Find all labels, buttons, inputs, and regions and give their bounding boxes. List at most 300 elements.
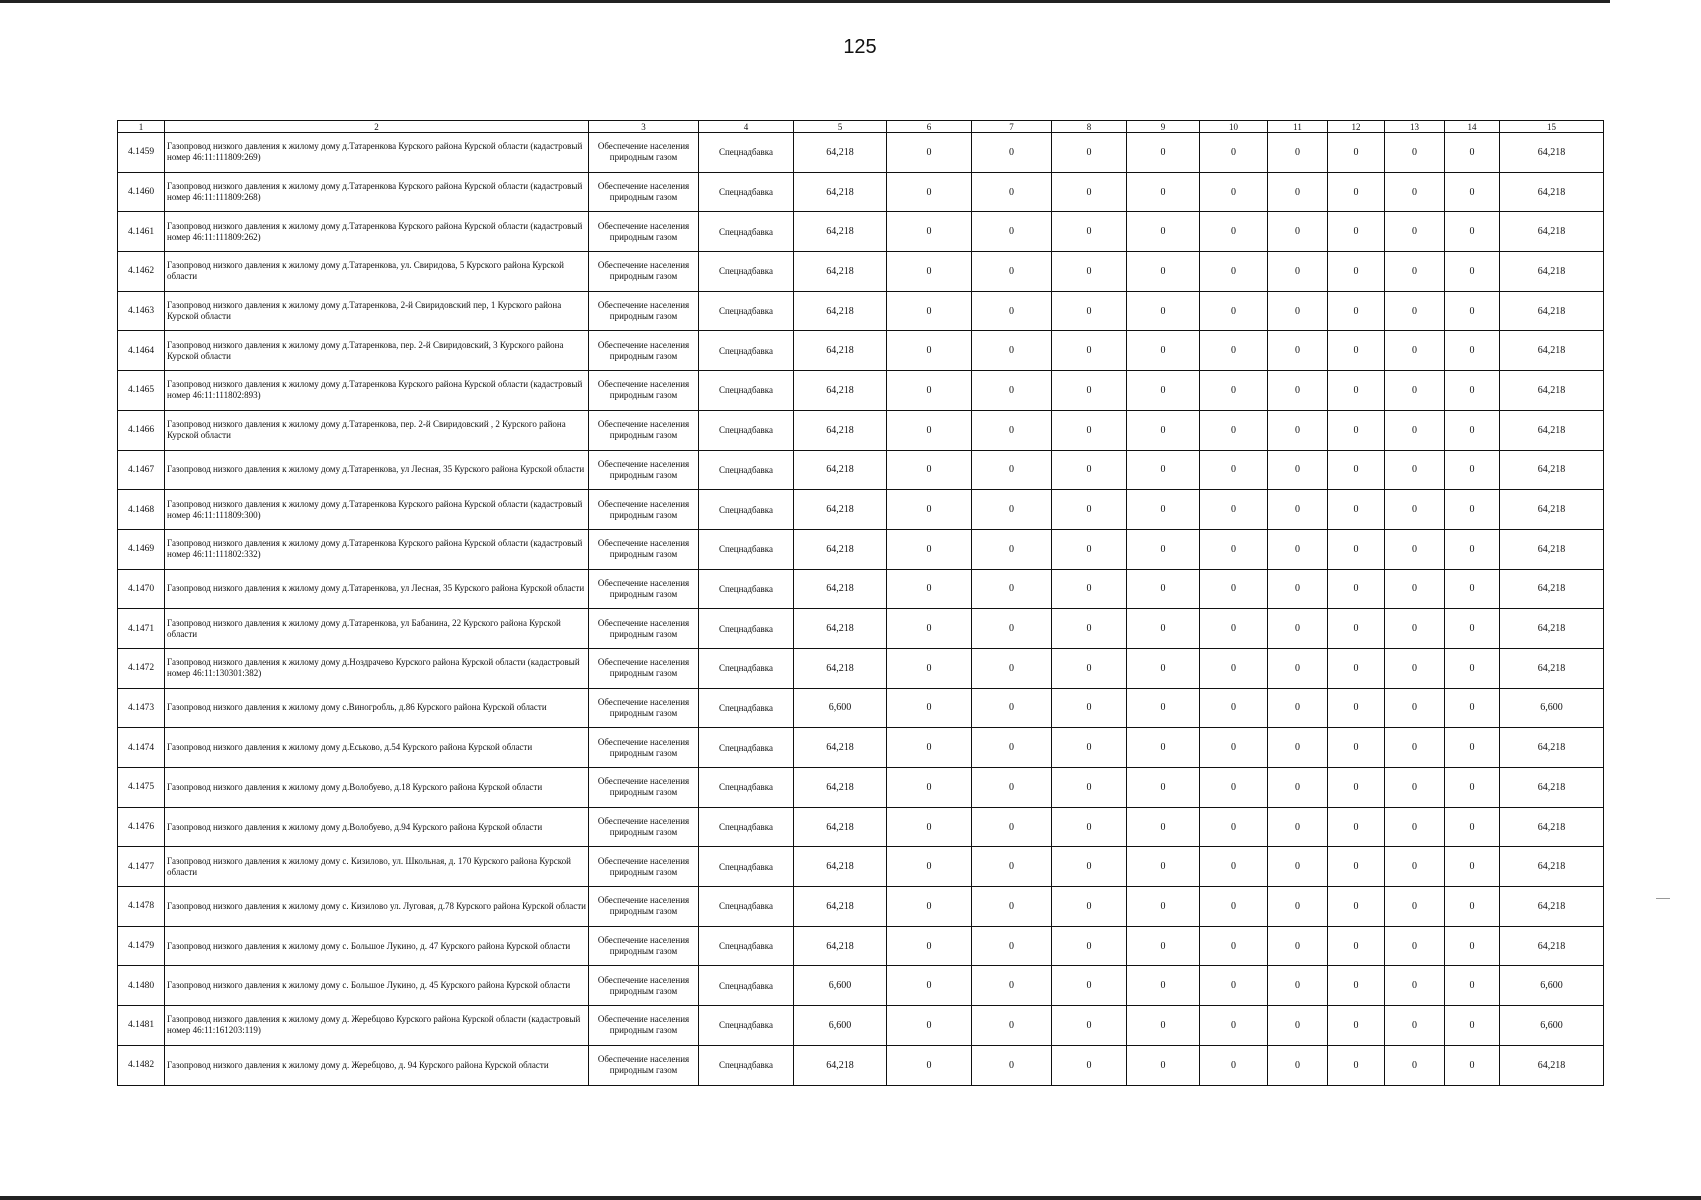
value-cell-5: 64,218: [794, 847, 887, 887]
header-cell: 8: [1052, 121, 1127, 133]
value-cell-12: 0: [1328, 410, 1385, 450]
value-cell-9: 0: [1127, 926, 1200, 966]
table-row: [118, 609, 1604, 649]
value-cell-11: 0: [1268, 688, 1328, 728]
value-cell-11: 0: [1268, 252, 1328, 292]
value-cell-8: 0: [1052, 768, 1127, 808]
value-cell-14: 0: [1445, 490, 1500, 530]
value-cell-14: 0: [1445, 252, 1500, 292]
value-cell-11: 0: [1268, 450, 1328, 490]
total-value-cell: 64,218: [1500, 569, 1604, 609]
row-number-cell: 4.1467: [118, 450, 165, 490]
value-cell-8: 0: [1052, 450, 1127, 490]
row-number-cell: 4.1468: [118, 490, 165, 530]
value-cell-5: 64,218: [794, 1045, 887, 1085]
value-cell-9: 0: [1127, 212, 1200, 252]
value-cell-12: 0: [1328, 490, 1385, 530]
funding-source-cell: Спецнадбавка: [699, 807, 794, 847]
value-cell-7: 0: [972, 768, 1052, 808]
purpose-cell: Обеспечение населения природным газом: [589, 410, 699, 450]
object-name-cell: Газопровод низкого давления к жилому дому д. Жеребцово, д. 94 Курского района Курской области: [165, 1045, 589, 1085]
value-cell-7: 0: [972, 1045, 1052, 1085]
value-cell-5: 6,600: [794, 688, 887, 728]
value-cell-6: 0: [887, 1045, 972, 1085]
value-cell-13: 0: [1385, 966, 1445, 1006]
value-cell-10: 0: [1200, 529, 1268, 569]
value-cell-7: 0: [972, 291, 1052, 331]
value-cell-7: 0: [972, 966, 1052, 1006]
table-row: [118, 450, 1604, 490]
object-name-cell: Газопровод низкого давления к жилому дому д.Татаренкова, пер. 2-й Свиридовский, 3 Курского района Курской области: [165, 331, 589, 371]
header-cell: 14: [1445, 121, 1500, 133]
value-cell-14: 0: [1445, 331, 1500, 371]
value-cell-14: 0: [1445, 847, 1500, 887]
value-cell-14: 0: [1445, 172, 1500, 212]
object-name-cell: Газопровод низкого давления к жилому дому с.Виногробль, д.86 Курского района Курской области: [165, 688, 589, 728]
value-cell-11: 0: [1268, 728, 1328, 768]
table-row: [118, 1045, 1604, 1085]
value-cell-9: 0: [1127, 331, 1200, 371]
table-row: [118, 212, 1604, 252]
value-cell-11: 0: [1268, 609, 1328, 649]
value-cell-13: 0: [1385, 887, 1445, 927]
row-number-cell: 4.1462: [118, 252, 165, 292]
value-cell-6: 0: [887, 648, 972, 688]
value-cell-12: 0: [1328, 529, 1385, 569]
table-row: [118, 688, 1604, 728]
value-cell-12: 0: [1328, 331, 1385, 371]
value-cell-6: 0: [887, 133, 972, 173]
value-cell-12: 0: [1328, 728, 1385, 768]
funding-source-cell: Спецнадбавка: [699, 490, 794, 530]
object-name-cell: Газопровод низкого давления к жилому дому д.Татаренкова Курского района Курской области (кадастровый номер 46:11:111809:268): [165, 172, 589, 212]
table-row: [118, 371, 1604, 411]
value-cell-8: 0: [1052, 1045, 1127, 1085]
object-name-cell: Газопровод низкого давления к жилому дому д.Татаренкова, ул. Свиридова, 5 Курского района Курской области: [165, 252, 589, 292]
value-cell-5: 64,218: [794, 172, 887, 212]
row-number-cell: 4.1466: [118, 410, 165, 450]
total-value-cell: 64,218: [1500, 410, 1604, 450]
purpose-cell: Обеспечение населения природным газом: [589, 609, 699, 649]
value-cell-11: 0: [1268, 331, 1328, 371]
object-name-cell: Газопровод низкого давления к жилому дому д.Волобуево, д.18 Курского района Курской области: [165, 768, 589, 808]
funding-source-cell: Спецнадбавка: [699, 609, 794, 649]
value-cell-13: 0: [1385, 529, 1445, 569]
value-cell-13: 0: [1385, 410, 1445, 450]
header-cell: 13: [1385, 121, 1445, 133]
total-value-cell: 64,218: [1500, 371, 1604, 411]
value-cell-7: 0: [972, 450, 1052, 490]
scan-bottom-edge: [0, 1196, 1701, 1200]
funding-source-cell: Спецнадбавка: [699, 172, 794, 212]
value-cell-10: 0: [1200, 1006, 1268, 1046]
value-cell-13: 0: [1385, 609, 1445, 649]
value-cell-14: 0: [1445, 291, 1500, 331]
value-cell-5: 64,218: [794, 371, 887, 411]
value-cell-10: 0: [1200, 807, 1268, 847]
value-cell-11: 0: [1268, 212, 1328, 252]
object-name-cell: Газопровод низкого давления к жилому дому с. Большое Лукино, д. 47 Курского района Курской области: [165, 926, 589, 966]
investment-table: [117, 120, 1604, 1086]
value-cell-5: 64,218: [794, 529, 887, 569]
header-cell: 1: [118, 121, 165, 133]
purpose-cell: Обеспечение населения природным газом: [589, 1006, 699, 1046]
value-cell-12: 0: [1328, 688, 1385, 728]
value-cell-8: 0: [1052, 410, 1127, 450]
purpose-cell: Обеспечение населения природным газом: [589, 569, 699, 609]
total-value-cell: 64,218: [1500, 529, 1604, 569]
value-cell-10: 0: [1200, 133, 1268, 173]
value-cell-5: 64,218: [794, 252, 887, 292]
header-cell: 6: [887, 121, 972, 133]
value-cell-7: 0: [972, 609, 1052, 649]
value-cell-11: 0: [1268, 172, 1328, 212]
header-cell: 9: [1127, 121, 1200, 133]
value-cell-10: 0: [1200, 768, 1268, 808]
scan-mark: [1656, 898, 1670, 899]
value-cell-8: 0: [1052, 728, 1127, 768]
value-cell-8: 0: [1052, 172, 1127, 212]
value-cell-9: 0: [1127, 252, 1200, 292]
purpose-cell: Обеспечение населения природным газом: [589, 331, 699, 371]
value-cell-7: 0: [972, 569, 1052, 609]
value-cell-13: 0: [1385, 291, 1445, 331]
value-cell-11: 0: [1268, 529, 1328, 569]
total-value-cell: 64,218: [1500, 609, 1604, 649]
value-cell-10: 0: [1200, 728, 1268, 768]
value-cell-9: 0: [1127, 609, 1200, 649]
value-cell-7: 0: [972, 926, 1052, 966]
scan-top-edge: [0, 0, 1610, 3]
header-cell: 4: [699, 121, 794, 133]
value-cell-8: 0: [1052, 1006, 1127, 1046]
value-cell-6: 0: [887, 172, 972, 212]
value-cell-7: 0: [972, 410, 1052, 450]
funding-source-cell: Спецнадбавка: [699, 728, 794, 768]
value-cell-9: 0: [1127, 291, 1200, 331]
value-cell-11: 0: [1268, 1006, 1328, 1046]
purpose-cell: Обеспечение населения природным газом: [589, 529, 699, 569]
object-name-cell: Газопровод низкого давления к жилому дому д.Татаренкова Курского района Курской области (кадастровый номер 46:11:111809:262): [165, 212, 589, 252]
total-value-cell: 64,218: [1500, 1045, 1604, 1085]
value-cell-5: 64,218: [794, 450, 887, 490]
table-row: [118, 887, 1604, 927]
value-cell-14: 0: [1445, 133, 1500, 173]
table-header: [118, 121, 1604, 133]
purpose-cell: Обеспечение населения природным газом: [589, 133, 699, 173]
funding-source-cell: Спецнадбавка: [699, 569, 794, 609]
value-cell-7: 0: [972, 212, 1052, 252]
purpose-cell: Обеспечение населения природным газом: [589, 648, 699, 688]
funding-source-cell: Спецнадбавка: [699, 529, 794, 569]
value-cell-6: 0: [887, 450, 972, 490]
value-cell-11: 0: [1268, 768, 1328, 808]
value-cell-9: 0: [1127, 648, 1200, 688]
funding-source-cell: Спецнадбавка: [699, 926, 794, 966]
value-cell-5: 6,600: [794, 966, 887, 1006]
row-number-cell: 4.1474: [118, 728, 165, 768]
value-cell-6: 0: [887, 371, 972, 411]
funding-source-cell: Спецнадбавка: [699, 331, 794, 371]
value-cell-13: 0: [1385, 847, 1445, 887]
header-cell: 5: [794, 121, 887, 133]
purpose-cell: Обеспечение населения природным газом: [589, 768, 699, 808]
total-value-cell: 6,600: [1500, 688, 1604, 728]
header-cell: 7: [972, 121, 1052, 133]
purpose-cell: Обеспечение населения природным газом: [589, 490, 699, 530]
purpose-cell: Обеспечение населения природным газом: [589, 688, 699, 728]
purpose-cell: Обеспечение населения природным газом: [589, 847, 699, 887]
purpose-cell: Обеспечение населения природным газом: [589, 966, 699, 1006]
purpose-cell: Обеспечение населения природным газом: [589, 371, 699, 411]
value-cell-7: 0: [972, 847, 1052, 887]
value-cell-7: 0: [972, 172, 1052, 212]
table-row: [118, 966, 1604, 1006]
row-number-cell: 4.1476: [118, 807, 165, 847]
row-number-cell: 4.1479: [118, 926, 165, 966]
value-cell-10: 0: [1200, 410, 1268, 450]
value-cell-13: 0: [1385, 371, 1445, 411]
value-cell-12: 0: [1328, 1045, 1385, 1085]
value-cell-9: 0: [1127, 371, 1200, 411]
value-cell-6: 0: [887, 252, 972, 292]
value-cell-6: 0: [887, 291, 972, 331]
value-cell-9: 0: [1127, 569, 1200, 609]
funding-source-cell: Спецнадбавка: [699, 252, 794, 292]
value-cell-11: 0: [1268, 807, 1328, 847]
value-cell-6: 0: [887, 410, 972, 450]
value-cell-6: 0: [887, 569, 972, 609]
value-cell-11: 0: [1268, 569, 1328, 609]
value-cell-5: 64,218: [794, 807, 887, 847]
value-cell-12: 0: [1328, 807, 1385, 847]
value-cell-13: 0: [1385, 252, 1445, 292]
value-cell-6: 0: [887, 926, 972, 966]
value-cell-12: 0: [1328, 1006, 1385, 1046]
purpose-cell: Обеспечение населения природным газом: [589, 807, 699, 847]
purpose-cell: Обеспечение населения природным газом: [589, 1045, 699, 1085]
value-cell-9: 0: [1127, 410, 1200, 450]
table-row: [118, 768, 1604, 808]
object-name-cell: Газопровод низкого давления к жилому дому д.Татаренкова Курского района Курской области (кадастровый номер 46:11:111802:332): [165, 529, 589, 569]
row-number-cell: 4.1481: [118, 1006, 165, 1046]
value-cell-12: 0: [1328, 133, 1385, 173]
table-row: [118, 172, 1604, 212]
value-cell-8: 0: [1052, 966, 1127, 1006]
row-number-cell: 4.1470: [118, 569, 165, 609]
row-number-cell: 4.1480: [118, 966, 165, 1006]
total-value-cell: 64,218: [1500, 887, 1604, 927]
funding-source-cell: Спецнадбавка: [699, 371, 794, 411]
value-cell-9: 0: [1127, 133, 1200, 173]
value-cell-14: 0: [1445, 648, 1500, 688]
value-cell-8: 0: [1052, 688, 1127, 728]
purpose-cell: Обеспечение населения природным газом: [589, 172, 699, 212]
value-cell-11: 0: [1268, 410, 1328, 450]
purpose-cell: Обеспечение населения природным газом: [589, 212, 699, 252]
total-value-cell: 64,218: [1500, 807, 1604, 847]
table-row: [118, 728, 1604, 768]
table-row: [118, 1006, 1604, 1046]
value-cell-10: 0: [1200, 291, 1268, 331]
table-row: [118, 529, 1604, 569]
value-cell-7: 0: [972, 529, 1052, 569]
total-value-cell: 6,600: [1500, 1006, 1604, 1046]
value-cell-14: 0: [1445, 728, 1500, 768]
value-cell-5: 64,218: [794, 609, 887, 649]
value-cell-10: 0: [1200, 172, 1268, 212]
value-cell-9: 0: [1127, 887, 1200, 927]
value-cell-5: 64,218: [794, 133, 887, 173]
value-cell-10: 0: [1200, 966, 1268, 1006]
value-cell-10: 0: [1200, 371, 1268, 411]
value-cell-13: 0: [1385, 212, 1445, 252]
value-cell-8: 0: [1052, 490, 1127, 530]
value-cell-9: 0: [1127, 847, 1200, 887]
value-cell-6: 0: [887, 768, 972, 808]
purpose-cell: Обеспечение населения природным газом: [589, 252, 699, 292]
row-number-cell: 4.1473: [118, 688, 165, 728]
value-cell-12: 0: [1328, 291, 1385, 331]
total-value-cell: 64,218: [1500, 172, 1604, 212]
funding-source-cell: Спецнадбавка: [699, 1045, 794, 1085]
object-name-cell: Газопровод низкого давления к жилому дому д.Татаренкова Курского района Курской области (кадастровый номер 46:11:111809:269): [165, 133, 589, 173]
value-cell-13: 0: [1385, 768, 1445, 808]
value-cell-12: 0: [1328, 450, 1385, 490]
object-name-cell: Газопровод низкого давления к жилому дому с. Кизилово, ул. Школьная, д. 170 Курского района Курской области: [165, 847, 589, 887]
funding-source-cell: Спецнадбавка: [699, 688, 794, 728]
value-cell-13: 0: [1385, 648, 1445, 688]
value-cell-10: 0: [1200, 569, 1268, 609]
header-cell: 12: [1328, 121, 1385, 133]
total-value-cell: 64,218: [1500, 252, 1604, 292]
header-cell: 11: [1268, 121, 1328, 133]
header-cell: 15: [1500, 121, 1604, 133]
value-cell-11: 0: [1268, 1045, 1328, 1085]
value-cell-12: 0: [1328, 172, 1385, 212]
value-cell-8: 0: [1052, 807, 1127, 847]
object-name-cell: Газопровод низкого давления к жилому дому д.Татаренкова Курского района Курской области (кадастровый номер 46:11:111809:300): [165, 490, 589, 530]
value-cell-7: 0: [972, 648, 1052, 688]
value-cell-14: 0: [1445, 529, 1500, 569]
funding-source-cell: Спецнадбавка: [699, 768, 794, 808]
total-value-cell: 64,218: [1500, 291, 1604, 331]
value-cell-12: 0: [1328, 966, 1385, 1006]
value-cell-13: 0: [1385, 807, 1445, 847]
value-cell-6: 0: [887, 847, 972, 887]
row-number-cell: 4.1461: [118, 212, 165, 252]
value-cell-10: 0: [1200, 1045, 1268, 1085]
row-number-cell: 4.1469: [118, 529, 165, 569]
value-cell-10: 0: [1200, 450, 1268, 490]
value-cell-13: 0: [1385, 926, 1445, 966]
value-cell-5: 64,218: [794, 648, 887, 688]
value-cell-9: 0: [1127, 490, 1200, 530]
value-cell-5: 64,218: [794, 926, 887, 966]
object-name-cell: Газопровод низкого давления к жилому дому с. Большое Лукино, д. 45 Курского района Курской области: [165, 966, 589, 1006]
total-value-cell: 6,600: [1500, 966, 1604, 1006]
page-number: 125: [843, 36, 877, 58]
funding-source-cell: Спецнадбавка: [699, 212, 794, 252]
value-cell-14: 0: [1445, 688, 1500, 728]
total-value-cell: 64,218: [1500, 648, 1604, 688]
funding-source-cell: Спецнадбавка: [699, 410, 794, 450]
value-cell-14: 0: [1445, 966, 1500, 1006]
object-name-cell: Газопровод низкого давления к жилому дому д.Татаренкова, ул Лесная, 35 Курского района Курской области: [165, 569, 589, 609]
value-cell-5: 64,218: [794, 728, 887, 768]
value-cell-10: 0: [1200, 688, 1268, 728]
value-cell-10: 0: [1200, 847, 1268, 887]
value-cell-8: 0: [1052, 887, 1127, 927]
value-cell-10: 0: [1200, 331, 1268, 371]
value-cell-12: 0: [1328, 252, 1385, 292]
value-cell-13: 0: [1385, 1006, 1445, 1046]
value-cell-9: 0: [1127, 1045, 1200, 1085]
row-number-cell: 4.1472: [118, 648, 165, 688]
total-value-cell: 64,218: [1500, 768, 1604, 808]
value-cell-7: 0: [972, 252, 1052, 292]
funding-source-cell: Спецнадбавка: [699, 648, 794, 688]
value-cell-9: 0: [1127, 768, 1200, 808]
row-number-cell: 4.1464: [118, 331, 165, 371]
row-number-cell: 4.1463: [118, 291, 165, 331]
row-number-cell: 4.1471: [118, 609, 165, 649]
value-cell-10: 0: [1200, 926, 1268, 966]
value-cell-7: 0: [972, 371, 1052, 411]
object-name-cell: Газопровод низкого давления к жилому дому д.Татаренкова, пер. 2-й Свиридовский , 2 Курского района Курской области: [165, 410, 589, 450]
value-cell-13: 0: [1385, 450, 1445, 490]
value-cell-8: 0: [1052, 609, 1127, 649]
header-cell: 2: [165, 121, 589, 133]
value-cell-8: 0: [1052, 926, 1127, 966]
value-cell-5: 64,218: [794, 410, 887, 450]
row-number-cell: 4.1465: [118, 371, 165, 411]
value-cell-14: 0: [1445, 887, 1500, 927]
value-cell-7: 0: [972, 133, 1052, 173]
value-cell-11: 0: [1268, 926, 1328, 966]
value-cell-9: 0: [1127, 529, 1200, 569]
table-row: [118, 410, 1604, 450]
value-cell-13: 0: [1385, 133, 1445, 173]
table-row: [118, 490, 1604, 530]
value-cell-11: 0: [1268, 291, 1328, 331]
value-cell-6: 0: [887, 529, 972, 569]
total-value-cell: 64,218: [1500, 133, 1604, 173]
value-cell-11: 0: [1268, 966, 1328, 1006]
object-name-cell: Газопровод низкого давления к жилому дому д.Татаренкова Курского района Курской области (кадастровый номер 46:11:111802:893): [165, 371, 589, 411]
value-cell-6: 0: [887, 966, 972, 1006]
value-cell-6: 0: [887, 1006, 972, 1046]
value-cell-8: 0: [1052, 847, 1127, 887]
value-cell-8: 0: [1052, 371, 1127, 411]
object-name-cell: Газопровод низкого давления к жилому дому д.Татаренкова, ул Бабанина, 22 Курского района Курской области: [165, 609, 589, 649]
funding-source-cell: Спецнадбавка: [699, 966, 794, 1006]
value-cell-14: 0: [1445, 609, 1500, 649]
value-cell-9: 0: [1127, 688, 1200, 728]
header-cell: 3: [589, 121, 699, 133]
value-cell-9: 0: [1127, 807, 1200, 847]
value-cell-12: 0: [1328, 847, 1385, 887]
value-cell-8: 0: [1052, 133, 1127, 173]
value-cell-5: 64,218: [794, 212, 887, 252]
value-cell-7: 0: [972, 807, 1052, 847]
value-cell-10: 0: [1200, 609, 1268, 649]
value-cell-13: 0: [1385, 688, 1445, 728]
value-cell-7: 0: [972, 887, 1052, 927]
value-cell-11: 0: [1268, 490, 1328, 530]
table-row: [118, 291, 1604, 331]
table-row: [118, 252, 1604, 292]
